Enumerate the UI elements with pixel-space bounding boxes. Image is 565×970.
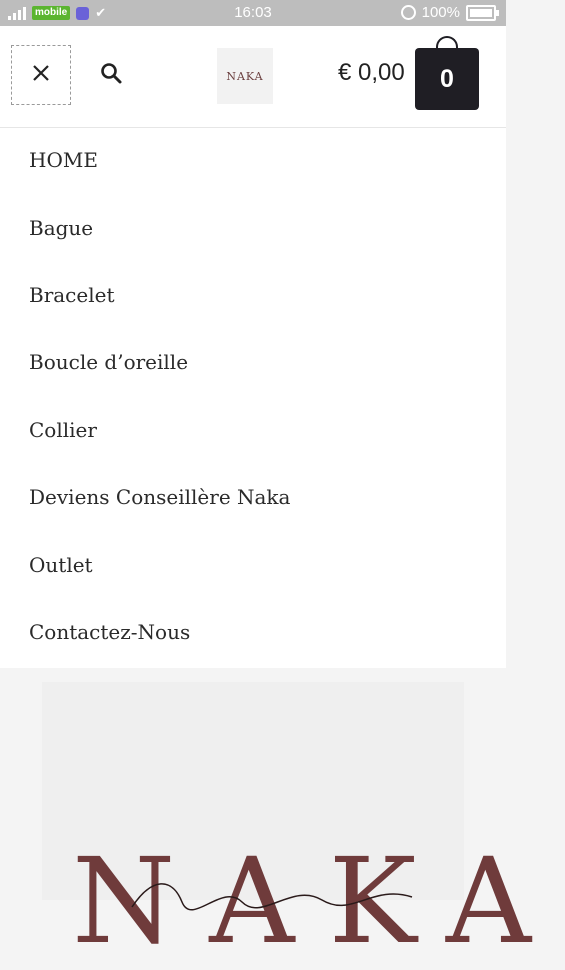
search-icon — [99, 61, 123, 90]
cart-total[interactable]: € 0,00 — [338, 59, 405, 86]
hero-banner — [42, 682, 565, 970]
navigation-menu — [0, 128, 506, 668]
menu-item-contact[interactable]: Contactez-Nous — [29, 620, 191, 644]
check-icon: ✔ — [95, 5, 107, 20]
menu-item-bague[interactable]: Bague — [29, 216, 94, 240]
site-header — [0, 26, 506, 128]
menu-item-outlet[interactable]: Outlet — [29, 553, 93, 577]
close-icon — [31, 63, 51, 88]
site-logo[interactable]: NAKA — [217, 48, 273, 104]
menu-item-bracelet[interactable]: Bracelet — [29, 283, 115, 307]
status-right — [401, 4, 496, 21]
alarm-icon — [401, 5, 416, 20]
status-bar — [0, 0, 506, 26]
battery-icon — [466, 5, 496, 21]
menu-item-conseillere[interactable]: Deviens Conseillère Naka — [29, 485, 291, 509]
carrier-badge: mobile — [32, 6, 70, 20]
cart-count: 0 — [440, 64, 454, 93]
hero-script-decoration — [122, 872, 422, 912]
menu-item-home[interactable]: HOME — [29, 148, 98, 172]
battery-percent: 100% — [421, 4, 460, 21]
cart-button[interactable] — [415, 48, 479, 110]
menu-item-boucle-oreille[interactable]: Boucle d’oreille — [29, 350, 189, 374]
hero-logo: NAKA — [72, 832, 565, 970]
search-button[interactable] — [96, 60, 126, 90]
close-menu-button[interactable] — [11, 45, 71, 105]
status-time: 16:03 — [234, 4, 272, 21]
menu-item-collier[interactable]: Collier — [29, 418, 97, 442]
